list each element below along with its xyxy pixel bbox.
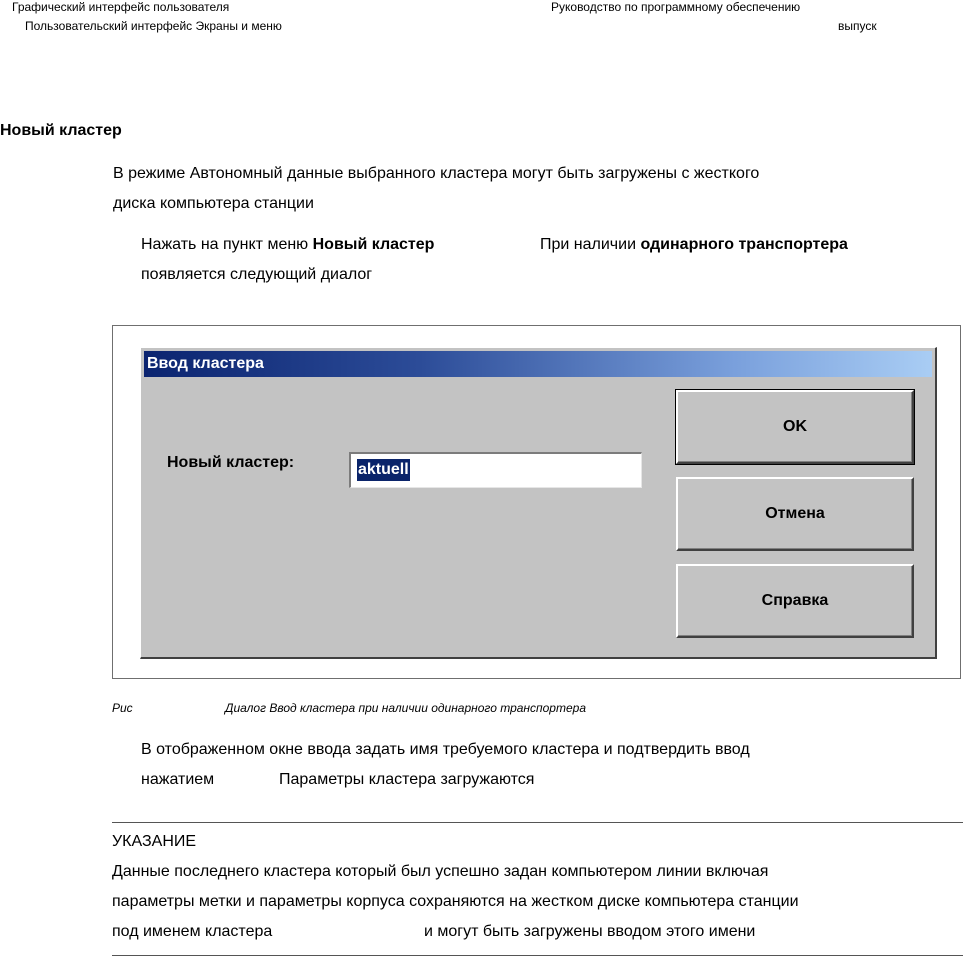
step-line-2: появляется следующий диалог	[141, 266, 373, 283]
intro-line-1: В режиме Автономный данные выбранного кластера могут быть загружены с жесткого	[113, 165, 760, 182]
dialog-titlebar[interactable]	[144, 351, 932, 377]
header-doc-title: Графический интерфейс пользователя	[12, 0, 230, 14]
step-text-c: При наличии	[540, 236, 641, 253]
new-cluster-value: aktuell	[357, 459, 410, 481]
step-line-1-cont	[540, 230, 848, 260]
step-text-a: Нажать на пункт меню	[141, 236, 313, 253]
dialog-title: Ввод кластера	[147, 355, 264, 372]
note-line-3a: под именем кластера	[112, 923, 273, 940]
instruction-line-2b: Параметры кластера загружаются	[279, 771, 535, 788]
header-chapter: Пользовательский интерфейс Экраны и меню	[25, 19, 282, 33]
step-menu-item: Новый кластер	[312, 236, 435, 253]
step-conveyor: одинарного транспортера	[640, 236, 848, 253]
ok-button[interactable]: OK	[676, 390, 914, 464]
instruction-line-1: В отображенном окне ввода задать имя требуемого кластера и подтвердить ввод	[141, 741, 750, 758]
help-button[interactable]: Справка	[676, 564, 914, 638]
note-heading: УКАЗАНИЕ	[112, 833, 197, 850]
note-line-3b: и могут быть загружены вводом этого имени	[424, 923, 756, 940]
step-line-1	[141, 230, 434, 260]
note-bottom-rule	[112, 955, 963, 956]
intro-line-2: диска компьютера станции	[113, 195, 314, 212]
header-release: выпуск	[838, 19, 877, 33]
note-top-rule	[112, 822, 963, 823]
figure-caption: Диалог Ввод кластера при наличии одинарного транспортера	[225, 701, 587, 715]
note-line-2: параметры метки и параметры корпуса сохраняются на жестком диске компьютера станции	[112, 893, 799, 910]
new-cluster-input[interactable]	[349, 452, 642, 488]
cancel-button[interactable]: Отмена	[676, 477, 914, 551]
figure-caption-prefix: Рис	[112, 701, 133, 715]
instruction-line-2a: нажатием	[141, 771, 215, 788]
note-line-1: Данные последнего кластера который был успешно задан компьютером линии включая	[112, 863, 769, 880]
cluster-input-dialog	[140, 347, 937, 659]
new-cluster-label: Новый кластер:	[167, 454, 295, 471]
header-manual-title: Руководство по программному обеспечению	[551, 0, 801, 14]
section-title: Новый кластер	[0, 122, 122, 139]
